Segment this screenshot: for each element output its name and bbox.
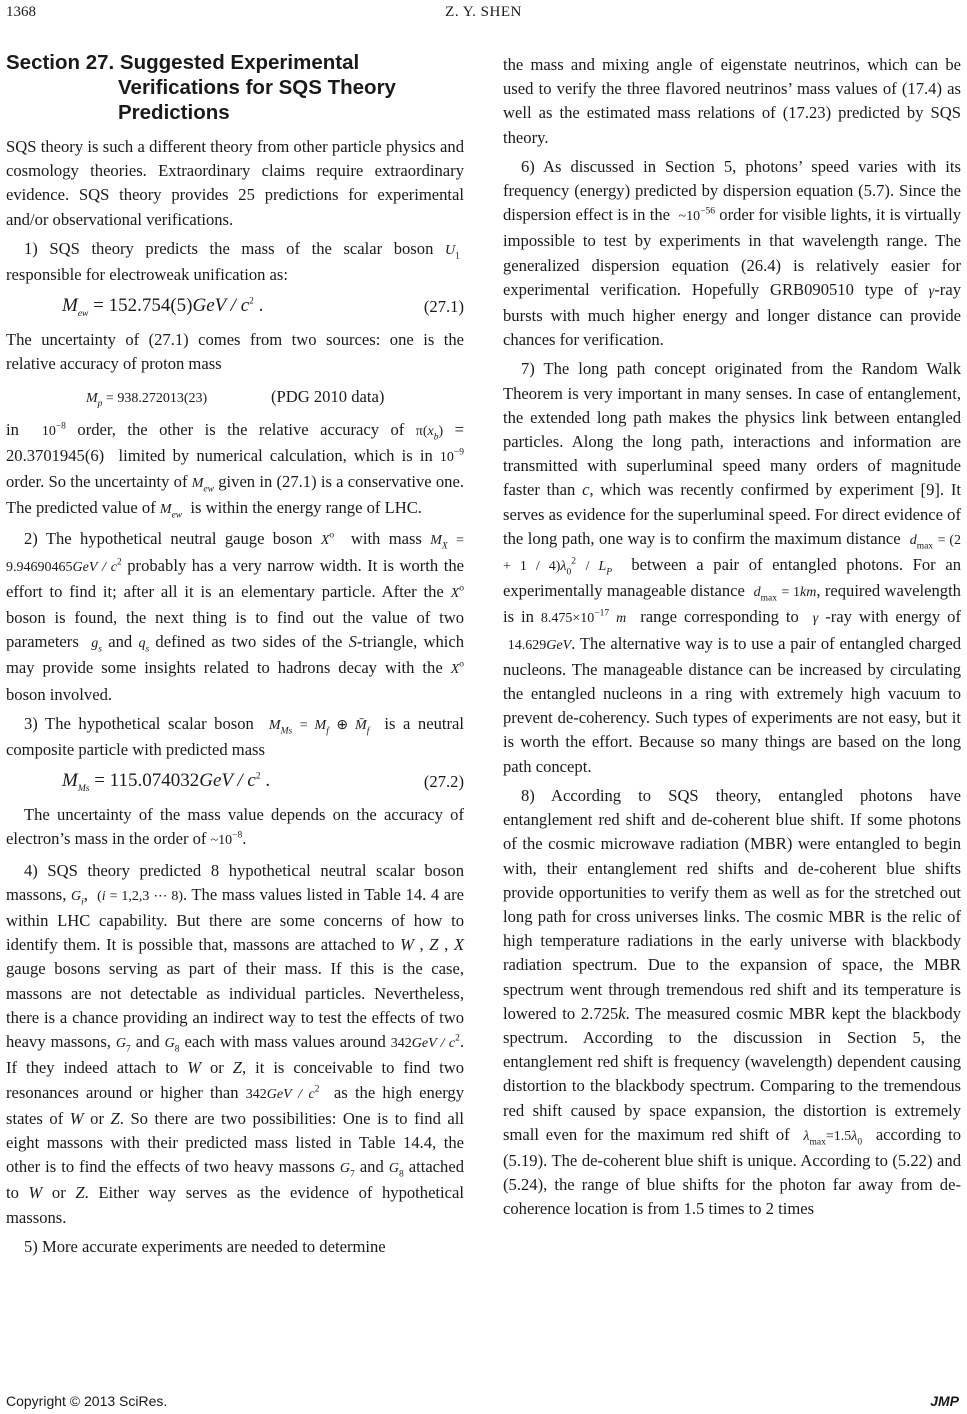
prediction-6: 6) As discussed in Section 5, photons’ speed varies with its frequency (energy) predicted by dispersion equation (5.7). Since the dispersion effect is in the $\sim 10^{-56}$ order for visible lights, it is virtually impossible to test by experiments in that wavelength range. The generalized dispersion equation (26.4) is relatively easier for experimental verification. Hopefully GRB090510 type of γ-ray bursts with much higher energy and longer distance can provide chances for verification. bbox=[503, 156, 962, 350]
section-title: Section 27. Suggested Experimental Verifications for SQS Theory Predictions bbox=[6, 51, 396, 124]
accuracy-paragraph: in $10^{-8}$ order, the other is the relative accuracy of $\pi(x_b) = 20.3701945(6)$ limited by numerical calculation, which is in $10^{-9}$ order. So the uncertainty of $M_{ew}$ given in (27.1) is a conservative one. The predicted value of $M_{ew}$ is within the energy range of LHC. bbox=[6, 419, 465, 521]
prediction-3: 3) The hypothetical scalar boson $M_{Ms} = M_f$ ⊕ $M̄_f$ is a neutral composite particle with predicted mass bbox=[6, 713, 464, 760]
prediction-7: 7) The long path concept originated from the Random Walk Theorem is very important in many senses. In case of entanglement, the extended long path makes the physics link between entangled particles. Along the long path, interactions and information are transmitted with superluminal speed many orders of magnitude faster than c, which was recently confirmed by experiment [9]. It serves as evidence for the superluminal speed. For direct evidence of the long path, one way is to confirm the maximum distance $d_{max} = (2 + 1 / 4)\lambda_0^2 / L_P$ between a pair of entangled photons. For an experimentally manageable distance $d_{max} = 1km$, required wavelength is in $8.475\times 10^{-17}$ m range corresponding to γ -ray with energy of 14.629GeV. The alternative way is to use a pair of entangled charged nucleons. The manageable distance can be increased by circulating the entangled nucleons in a ring with extremely high vacuum to prevent de-coherency. Such types of experiments are not easy, but it is worth the effort. Because so many things are based on the long path concept. bbox=[503, 359, 962, 776]
equation-27-1: $M_{ew} = 152.754(5)GeV / c^2$ . (27.1) bbox=[62, 295, 464, 320]
running-author: Z. Y. SHEN bbox=[445, 4, 522, 20]
electron-mass-paragraph: The uncertainty of the mass value depends on the accuracy of electron’s mass in the order of $\sim 10^{-8}$. bbox=[6, 805, 464, 849]
prediction-2: 2) The hypothetical neutral gauge boson $X^o$ with mass $M_X = 9.94690465GeV / c^2$ probably has a very narrow width. It is worth the effort to find it; after all it is an elementary particle. After the $X^o$ boson is found, the next thing is to find out the value of two parameters $g_s$ and $q_s$ defined as two sides of the S-triangle, which may provide some insights related to hadrons decay with the $X^o$ boson involved. bbox=[6, 529, 465, 704]
page-footer bbox=[0, 1393, 967, 1413]
left-column bbox=[6, 50, 464, 1264]
copyright-notice: Copyright © 2013 SciRes. bbox=[6, 1393, 168, 1409]
prediction-8: 8) According to SQS theory, entangled photons have entanglement red shift and de-coherent blue shift. If some photons of the cosmic microwave radiation (MBR) were entangled to begin with, their entanglement red shifts and de-coherent blue shifts provide opportunities to verify them as well as for the stretched out long path for cross universes links. The cosmic MBR is the relic of high temperature radiations in the early universe with blackbody radiation spectrum. Due to the expansion of space, the MBR spectrum went through tremendous red shift and its temperature is lowered to 2.725k. The measured cosmic MBR kept the blackbody spectrum. According to the discussion in Section 5, the entanglement red shift is frequency (wavelength) dependent causing distortion to the blackbody spectrum. Comparing to the tremendous red shift caused by space expansion, the distortion is extremely small even for the maximum red shift of $\lambda_{max}=1.5\lambda_0$ according to (5.19). The de-coherent blue shift is unique. According to (5.22) and (5.24), the range of blue shifts for the photon far away from de-coherence location is from 1.5 times to 2 times bbox=[503, 785, 962, 1219]
equation-27-2: $M_{Ms} = 115.074032GeV / c^2$ . (27.2) bbox=[62, 770, 464, 795]
uncertainty-paragraph: The uncertainty of (27.1) comes from two sources: one is the relative accuracy of proton mass bbox=[6, 330, 464, 374]
journal-name: JMP bbox=[930, 1393, 959, 1409]
prediction-5-continued: the mass and mixing angle of eigenstate neutrinos, which can be used to verify the three flavored neutrinos’ mass values of (17.4) as well as the estimated mass relations of (17.23) predicted by SQS theory. bbox=[503, 55, 961, 147]
right-column bbox=[503, 53, 961, 1227]
intro-paragraph: SQS theory is such a different theory from other particle physics and cosmology theories. Extraordinary claims require extraordinary evidence. SQS theory provides 25 predictions for experimental and/or observational verifications. bbox=[6, 137, 464, 229]
prediction-4: 4) SQS theory predicted 8 hypothetical neutral scalar boson massons, $G_i$, (i = 1,2,3 ⋯ 8). The mass values listed in Table 14. 4 are within LHC capability. But there are some concerns of how to identify them. It is possible that, massons are attached to W , Z , X gauge bosons serving as part of their mass. If this is the case, massons are not detectable as individual particles. Nevertheless, there is a chance providing an indirect way to test the effects of two heavy massons, $G_7$ and $G_8$ each with mass values around $342GeV / c^2$. If they indeed attach to W or Z, it is conceivable to find two resonances around or higher than $342GeV / c^2$ as the high energy states of W or Z. So there are two possibilities: One is to find all eight massons with their predicted mass listed in Table 14.4, the other is to find the effects of two heavy massons $G_7$ and $G_8$ attached to W or Z. Either way serves as the evidence of hypothetical massons. bbox=[6, 860, 465, 1227]
prediction-5: 5) More accurate experiments are needed to determine bbox=[24, 1236, 386, 1256]
page-number: 1368 bbox=[6, 4, 36, 20]
equation-proton-mass: $M_p = 938.272013(23)$ (PDG 2010 data) bbox=[86, 386, 385, 409]
page-header bbox=[0, 0, 967, 30]
prediction-1: 1) SQS theory predicts the mass of the scalar boson $U_1$ responsible for electroweak unification as: bbox=[6, 238, 460, 285]
